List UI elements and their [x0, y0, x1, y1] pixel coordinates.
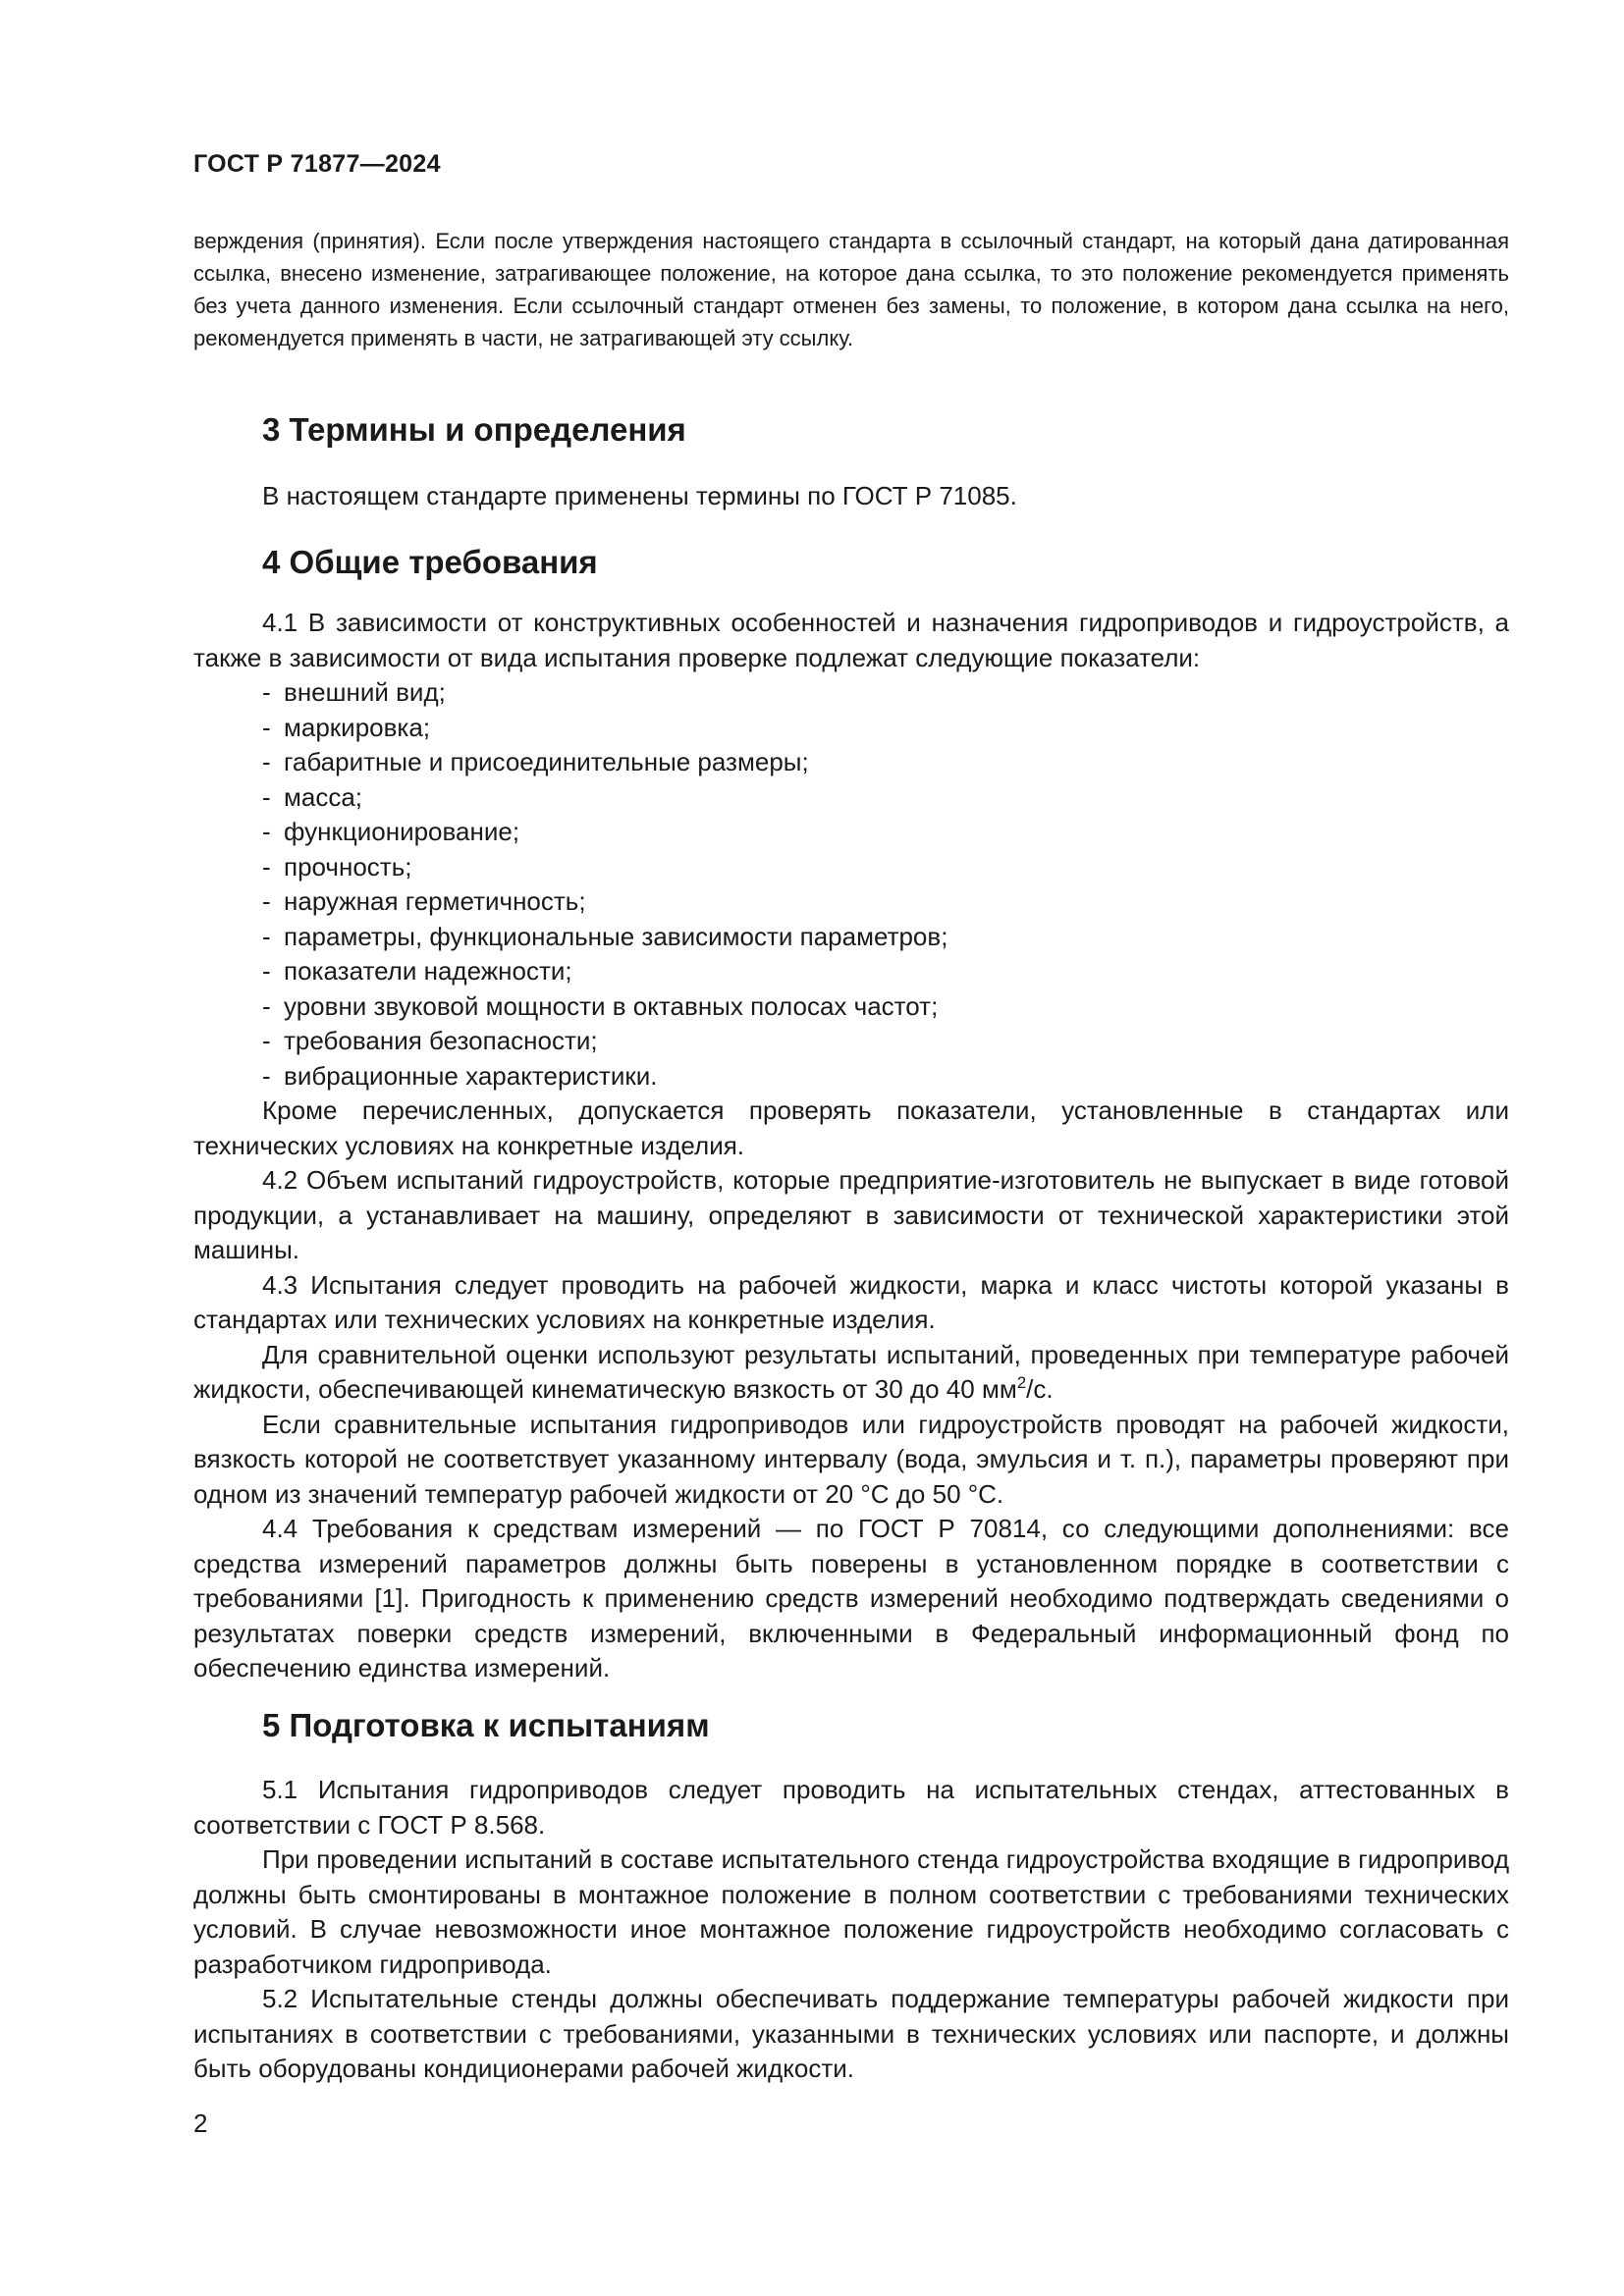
list-item: - требования безопасности; — [262, 1024, 1509, 1059]
list-item: - прочность; — [262, 850, 1509, 885]
document-header: ГОСТ Р 71877—2024 — [193, 150, 441, 178]
section-3-paragraph: В настоящем стандарте применены термины по ГОСТ Р 71085. — [262, 481, 1017, 510]
list-dash: - — [262, 886, 271, 916]
list-dash: - — [262, 851, 271, 881]
paragraph-4-3-temperature: Если сравнительные испытания гидроприводов или гидроустройств проводят на рабочей жидкости, вязкость которой не соответствует указанному интервалу (вода, эмульсия и т. п.), параметры проверяют при одном из значений температур рабочей жидкости от 20 °С до 50 °С. — [193, 1409, 1509, 1509]
section-3-title: 3 Термины и определения — [262, 411, 686, 448]
indicator-list — [193, 675, 1509, 1094]
list-dash: - — [262, 990, 271, 1021]
list-item: - показатели надежности; — [262, 954, 1509, 989]
section-5 — [193, 1706, 1509, 2087]
paragraph-4-1: 4.1 В зависимости от конструктивных особенностей и назначения гидроприводов и гидроустройств, а также в зависимости от вида испытания проверке подлежат следующие показатели: — [193, 608, 1509, 672]
paragraph-4-4: 4.4 Требования к средствам измерений — по ГОСТ Р 70814, со следующими дополнениями: все средства измерений параметров должны быть поверены в установленном порядке в соответствии с требованиями [1]. Пригодность к применению средств измерений необходимо подтверждать сведениями о результатах поверки средств измерений, включенными в Федеральный информационный фонд по обеспечению единства измерений. — [193, 1514, 1509, 1682]
list-dash: - — [262, 956, 271, 986]
list-item: - масса; — [262, 780, 1509, 816]
intro-paragraph — [193, 225, 1509, 354]
list-item: - маркировка; — [262, 711, 1509, 746]
list-dash: - — [262, 1026, 271, 1055]
section-4-title: 4 Общие требования — [262, 544, 598, 580]
list-item: - вибрационные характеристики. — [262, 1059, 1509, 1095]
list-item: - функционирование; — [262, 815, 1509, 850]
list-item: - габаритные и присоединительные размеры; — [262, 745, 1509, 780]
list-dash: - — [262, 817, 271, 846]
list-dash: - — [262, 677, 271, 707]
list-dash: - — [262, 747, 271, 776]
intro-text: верждения (принятия). Если после утверждения настоящего стандарта в ссылочный стандарт, на который дана датированная ссылка, внесено изменение, затрагивающее положение, на которое дана ссылка, то это положение рекомендуется применять без учета данного изменения. Если ссылочный стандарт отменен без замены, то положение, в котором дана ссылка на него, рекомендуется применять в части, не затрагивающей эту ссылку. — [193, 229, 1509, 350]
paragraph-5-1: 5.1 Испытания гидроприводов следует проводить на испытательных стендах, аттестованных в соответствии с ГОСТ Р 8.568. — [193, 1775, 1509, 1840]
paragraph-4-2: 4.2 Объем испытаний гидроустройств, которые предприятие-изготовитель не выпускает в виде готовой продукции, а устанавливает на машину, определяют в зависимости от технической характеристики этой машины. — [193, 1165, 1509, 1264]
section-4 — [193, 543, 1509, 1686]
list-item: - параметры, функциональные зависимости параметров; — [262, 920, 1509, 955]
list-item: - внешний вид; — [262, 675, 1509, 711]
list-dash: - — [262, 712, 271, 742]
section-3 — [193, 410, 1509, 514]
list-dash: - — [262, 781, 271, 812]
paragraph-4-3: 4.3 Испытания следует проводить на рабочей жидкости, марка и класс чистоты которой указаны в стандартах или технических условиях на конкретные изделия. — [193, 1269, 1509, 1334]
paragraph-5-2: 5.2 Испытательные стенды должны обеспечивать поддержание температуры рабочей жидкости при испытаниях в соответствии с требованиями, указанными в технических условиях или паспорте, и должны быть оборудованы кондиционерами рабочей жидкости. — [193, 1984, 1509, 2083]
paragraph-4-3-viscosity: Для сравнительной оценки используют результаты испытаний, проведенных при температуре рабочей жидкости, обеспечивающей кинематическую вязкость от 30 до 40 $мм^2/с$. — [193, 1339, 1509, 1404]
list-item: - наружная герметичность; — [262, 884, 1509, 920]
list-dash: - — [262, 921, 271, 951]
paragraph-4-1-note: Кроме перечисленных, допускается проверять показатели, установленные в стандартах или технических условиях на конкретные изделия. — [193, 1095, 1509, 1160]
list-dash: - — [262, 1060, 271, 1091]
page-number: 2 — [193, 2109, 208, 2138]
list-item: - уровни звуковой мощности в октавных полосах частот; — [262, 989, 1509, 1025]
paragraph-5-1-mounting: При проведении испытаний в составе испытательного стенда гидроустройства входящие в гидропривод должны быть смонтированы в монтажное положение в полном соответствии с требованиями технических условий. В случае невозможности иное монтажное положение гидроустройств необходимо согласовать с разработчиком гидропривода. — [193, 1844, 1509, 1979]
section-5-title: 5 Подготовка к испытаниям — [262, 1707, 710, 1743]
